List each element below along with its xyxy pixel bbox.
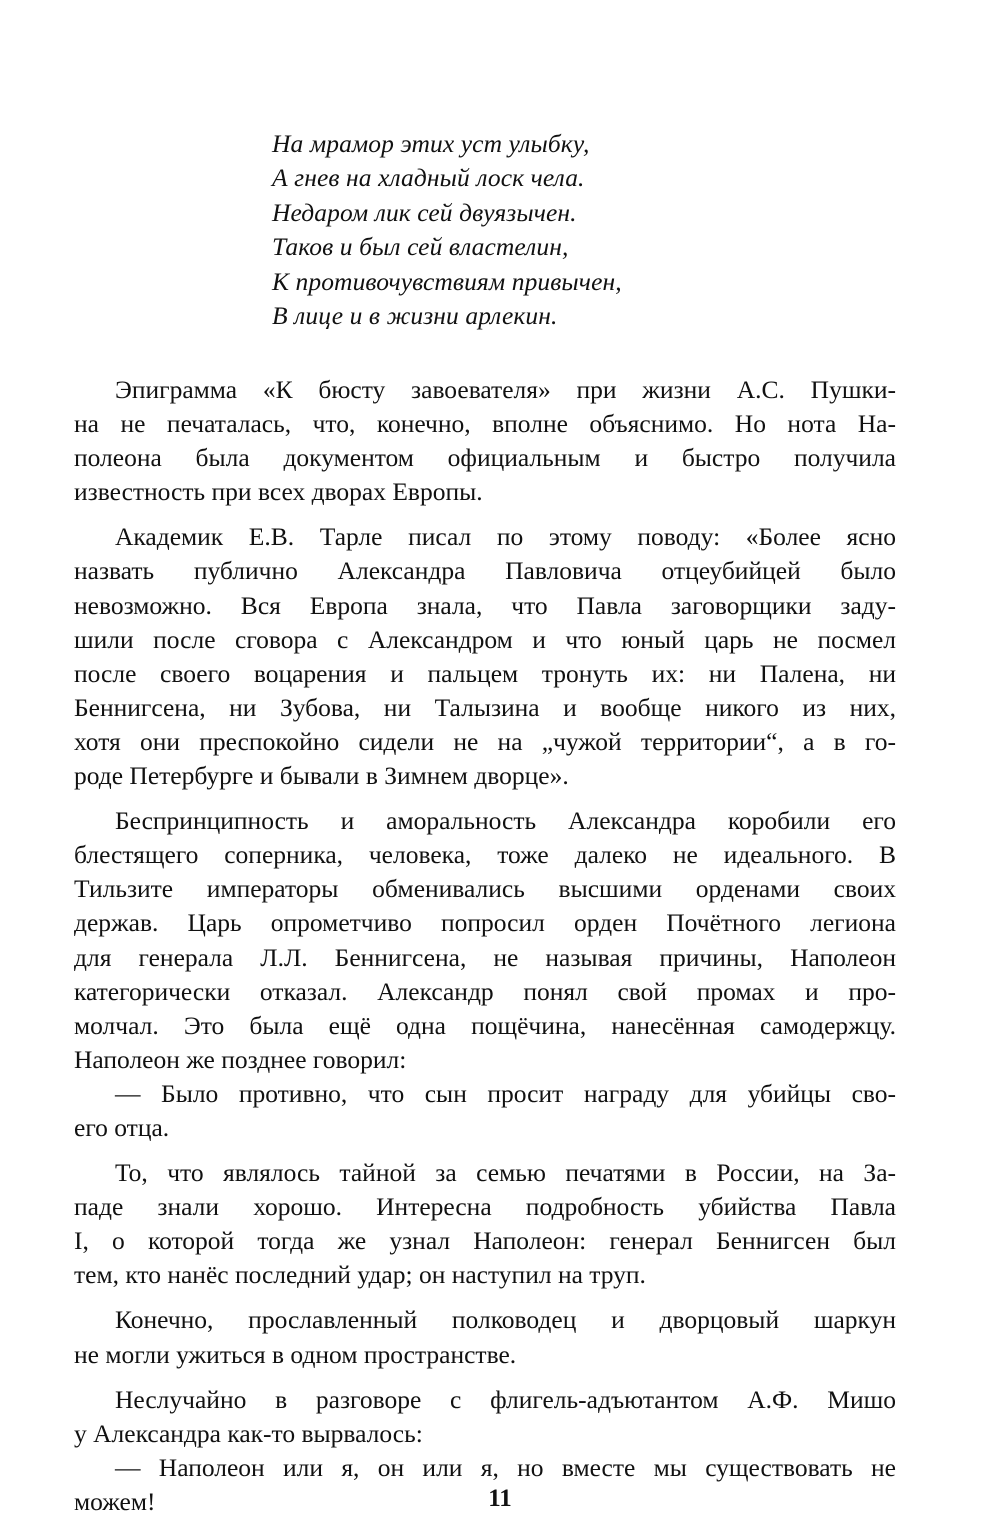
poem-line: В лице и в жизни арлекин. <box>272 301 558 331</box>
text-line: — Наполеон или я, он или я, но вместе мы существовать не <box>115 1452 896 1482</box>
paragraph-michaud <box>74 1383 896 1451</box>
text-line: его отца. <box>74 1112 170 1142</box>
text-line: Наполеон же позднее говорил: <box>74 1044 407 1074</box>
text-line: Тильзите императоры обменивались высшими орденами своих <box>74 874 896 904</box>
paragraph-tilsit <box>74 804 896 1077</box>
text-line: после своего воцарения и пальцем тронуть их: ни Палена, ни <box>74 658 896 688</box>
text-line: Конечно, прославленный полководец и дворцовый шаркун <box>115 1305 896 1335</box>
paragraph-napoleon-remark <box>74 1077 896 1145</box>
text-line: назвать публично Александра Павловича отцеубийцей было <box>74 556 896 586</box>
text-line: Эпиграмма «К бюсту завоевателя» при жизни А.С. Пушки- <box>115 375 896 404</box>
text-line: категорически отказал. Александр понял свой промах и про- <box>74 976 896 1006</box>
poem-line: Таков и был сей властелин, <box>272 232 569 262</box>
text-line: Беспринципность и аморальность Александра коробили его <box>115 806 896 836</box>
text-line: известность при всех дворах Европы. <box>74 477 483 507</box>
page-number: 11 <box>488 1485 512 1512</box>
text-line: I, о которой тогда же узнал Наполеон: генерал Беннигсен был <box>74 1226 896 1256</box>
text-line: То, что являлось тайной за семью печатями в России, на За- <box>115 1158 896 1188</box>
paragraph-rivals <box>74 1303 896 1371</box>
text-line: — Было противно, что сын просит награду для убийцы сво- <box>115 1078 896 1108</box>
paragraph-secret <box>74 1156 896 1292</box>
body-text <box>74 373 896 1519</box>
poem-line: К противочувствиям привычен, <box>272 266 622 296</box>
text-line: молчал. Это была ещё одна пощёчина, нанесённая самодержцу. <box>74 1010 896 1040</box>
text-line: хотя они преспокойно сидели не на „чужой территории“, а в го- <box>74 726 896 756</box>
text-line: блестящего соперника, человека, тоже далеко не идеального. В <box>74 840 896 870</box>
text-line: можем! <box>74 1486 156 1516</box>
text-line: роде Петербурге и бывали в Зимнем дворце». <box>74 761 569 791</box>
text-line: Беннигсена, ни Зубова, ни Талызина и вообще никого из них, <box>74 692 896 722</box>
epigram-poem <box>272 127 832 333</box>
text-line: Академик Е.В. Тарле писал по этому поводу: «Более ясно <box>115 522 896 552</box>
text-line: у Александра как-то вырвалось: <box>74 1418 423 1448</box>
poem-line: Недаром лик сей двуязычен. <box>272 197 577 227</box>
text-line: на не печаталась, что, конечно, вполне объяснимо. Но нота На- <box>74 409 896 439</box>
text-line: Неслучайно в разговоре с флигель-адъютантом А.Ф. Мишо <box>115 1384 896 1414</box>
text-line: держав. Царь опрометчиво попросил орден Почётного легиона <box>74 908 896 938</box>
text-line: для генерала Л.Л. Беннигсена, не называя причины, Наполеон <box>74 942 896 972</box>
text-line: паде знали хорошо. Интересна подробность убийства Павла <box>74 1192 896 1222</box>
text-line: не могли ужиться в одном пространстве. <box>74 1339 517 1369</box>
poem-line: На мрамор этих уст улыбку, <box>272 129 590 158</box>
poem-line: А гнев на хладный лоск чела. <box>272 163 585 193</box>
paragraph-tarle-quote <box>74 520 896 793</box>
text-line: тем, кто нанёс последний удар; он наступил на труп. <box>74 1260 646 1290</box>
text-line: невозможно. Вся Европа знала, что Павла заговорщики заду- <box>74 590 896 620</box>
text-line: шили после сговора с Александром и что юный царь не посмел <box>74 624 896 654</box>
text-line: полеона была документом официальным и быстро получила <box>74 443 896 473</box>
paragraph-epigram-note <box>74 373 896 509</box>
